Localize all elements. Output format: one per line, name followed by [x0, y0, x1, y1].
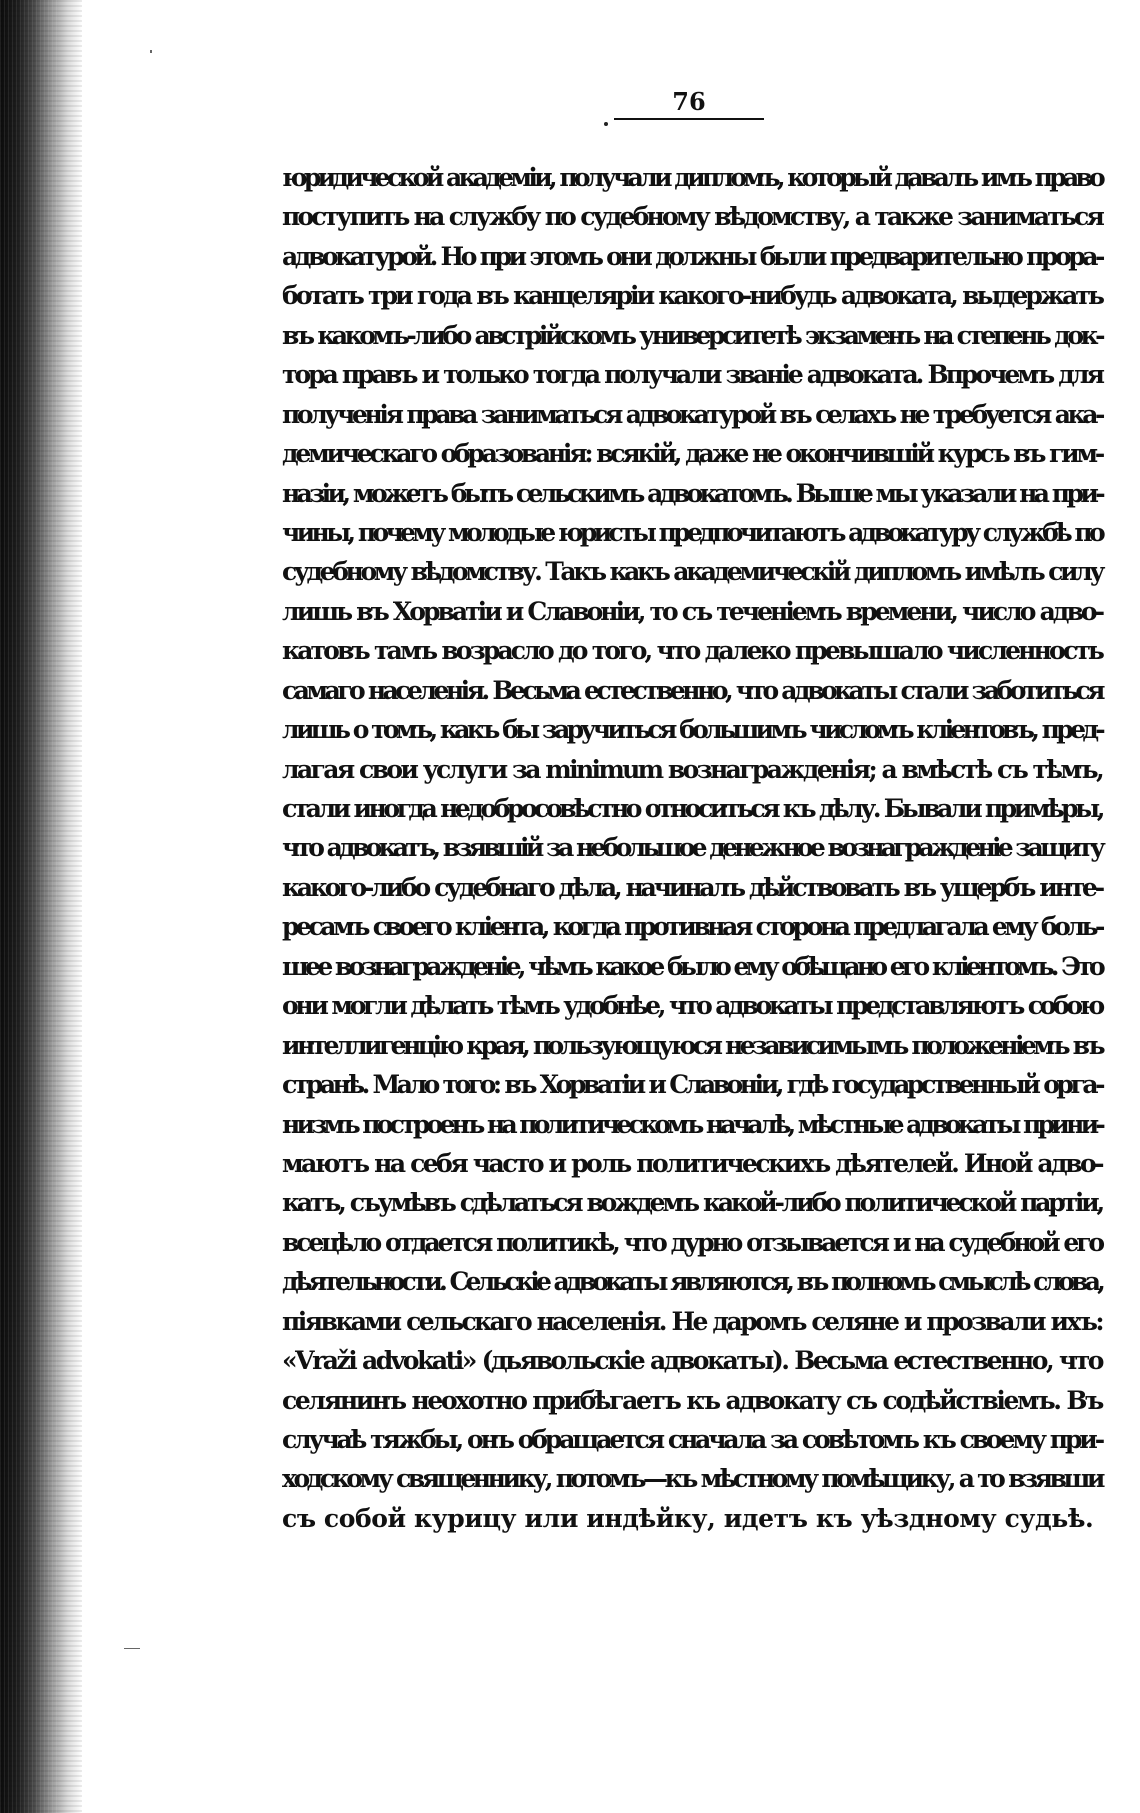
text-line: что адвокатъ, взявшій за небольшое денежное вознагражденіе защиту: [282, 833, 1102, 863]
text-line: интеллигенцію края, пользующуюся независимымъ положеніемъ въ: [282, 1030, 1102, 1060]
header-dot: [604, 122, 608, 126]
text-line: низмъ построенъ на политическомъ началѣ, мѣстные адвокаты прини-: [282, 1109, 1102, 1139]
text-line: лишь въ Хорватіи и Славоніи, то съ теченіемъ времени, число адво-: [282, 596, 1102, 626]
text-line: юридической академіи, получали дипломъ, который давалъ имъ право: [282, 163, 1102, 192]
text-line: дѣятельности. Сельскіе адвокаты являются, въ полномъ смыслѣ слова,: [282, 1267, 1102, 1297]
text-line: катовъ тамъ возрасло до того, что далеко превышало численность: [282, 636, 1102, 666]
text-line: ресамъ своего кліента, когда противная сторона предлагала ему боль-: [282, 912, 1102, 942]
text-line: лишь о томъ, какъ бы заручиться большимъ числомъ кліентовъ, пред-: [282, 715, 1102, 745]
text-line: поступить на службу по судебному вѣдомству, а также заниматься: [282, 202, 1102, 232]
text-line: тора правъ и только тогда получали званіе адвоката. Впрочемъ для: [282, 360, 1102, 390]
text-line: назіи, можетъ быть сельскимъ адвокатомъ. Выше мы указали на при-: [282, 478, 1102, 508]
text-line: катъ, съумѣвъ сдѣлаться вождемъ какой-либо политической партіи,: [282, 1188, 1102, 1218]
header-rule: [614, 118, 764, 120]
text-line: «Vraži advokati» (дьявольскіе адвокаты). Весьма естественно, что: [282, 1346, 1102, 1376]
text-line: піявками сельскаго населенія. Не даромъ селяне и прозвали ихъ:: [282, 1306, 1102, 1336]
text-line: съ собой курицу или индѣйку, идетъ къ уѣздному судьѣ.: [282, 1503, 1094, 1533]
text-line: демическаго образованія: всякій, даже не окончившій курсъ въ гим-: [282, 439, 1102, 469]
text-line: самаго населенія. Весьма естественно, что адвокаты стали заботиться: [282, 675, 1102, 705]
page-number: 76: [672, 87, 706, 116]
text-line: шее вознагражденіе, чѣмъ какое было ему обѣщано его кліентомъ. Это: [282, 951, 1102, 981]
text-line: лагая свои услуги за minimum вознагражденія; а вмѣстѣ съ тѣмъ,: [282, 754, 1102, 784]
text-line: случаѣ тяжбы, онъ обращается сначала за совѣтомъ къ своему при-: [282, 1425, 1102, 1454]
text-line: судебному вѣдомству. Такъ какъ академическій дипломъ имѣлъ силу: [282, 557, 1102, 587]
scan-speck: [124, 1648, 140, 1649]
body-text: [282, 158, 1102, 1538]
text-line: полученія права заниматься адвокатурой въ селахъ не требуется ака-: [282, 399, 1102, 429]
text-line: ботать три года въ канцеляріи какого-нибудь адвоката, выдержать: [282, 281, 1102, 311]
page-header: [614, 88, 764, 120]
text-line: какого-либо судебнаго дѣла, начиналъ дѣйствовать въ ущербъ инте-: [282, 872, 1102, 902]
text-line: въ какомъ-либо австрійскомъ университетѣ экзаменъ на степень док-: [282, 320, 1102, 350]
scan-speck: [150, 50, 152, 53]
text-line: селянинъ неохотно прибѣгаетъ къ адвокату съ содѣйствіемъ. Въ: [282, 1385, 1102, 1415]
text-line: ходскому священнику, потомъ—къ мѣстному помѣщику, а то взявши: [282, 1464, 1102, 1494]
text-line: маютъ на себя часто и роль политическихъ дѣятелей. Иной адво-: [282, 1148, 1102, 1178]
text-line: стали иногда недобросовѣстно относиться къ дѣлу. Бывали примѣры,: [282, 794, 1102, 823]
text-line: адвокатурой. Но при этомъ они должны были предварительно прора-: [282, 241, 1102, 271]
text-line: всецѣло отдается политикѣ, что дурно отзывается и на судебной его: [282, 1227, 1102, 1257]
text-line: они могли дѣлать тѣмъ удобнѣе, что адвокаты представляютъ собою: [282, 991, 1102, 1021]
binding-shadow: [0, 0, 60, 1813]
text-line: странѣ. Мало того: въ Хорватіи и Славоніи, гдѣ государственный орга-: [282, 1070, 1102, 1100]
text-line: чины, почему молодые юристы предпочитаютъ адвокатуру службѣ по: [282, 517, 1102, 547]
